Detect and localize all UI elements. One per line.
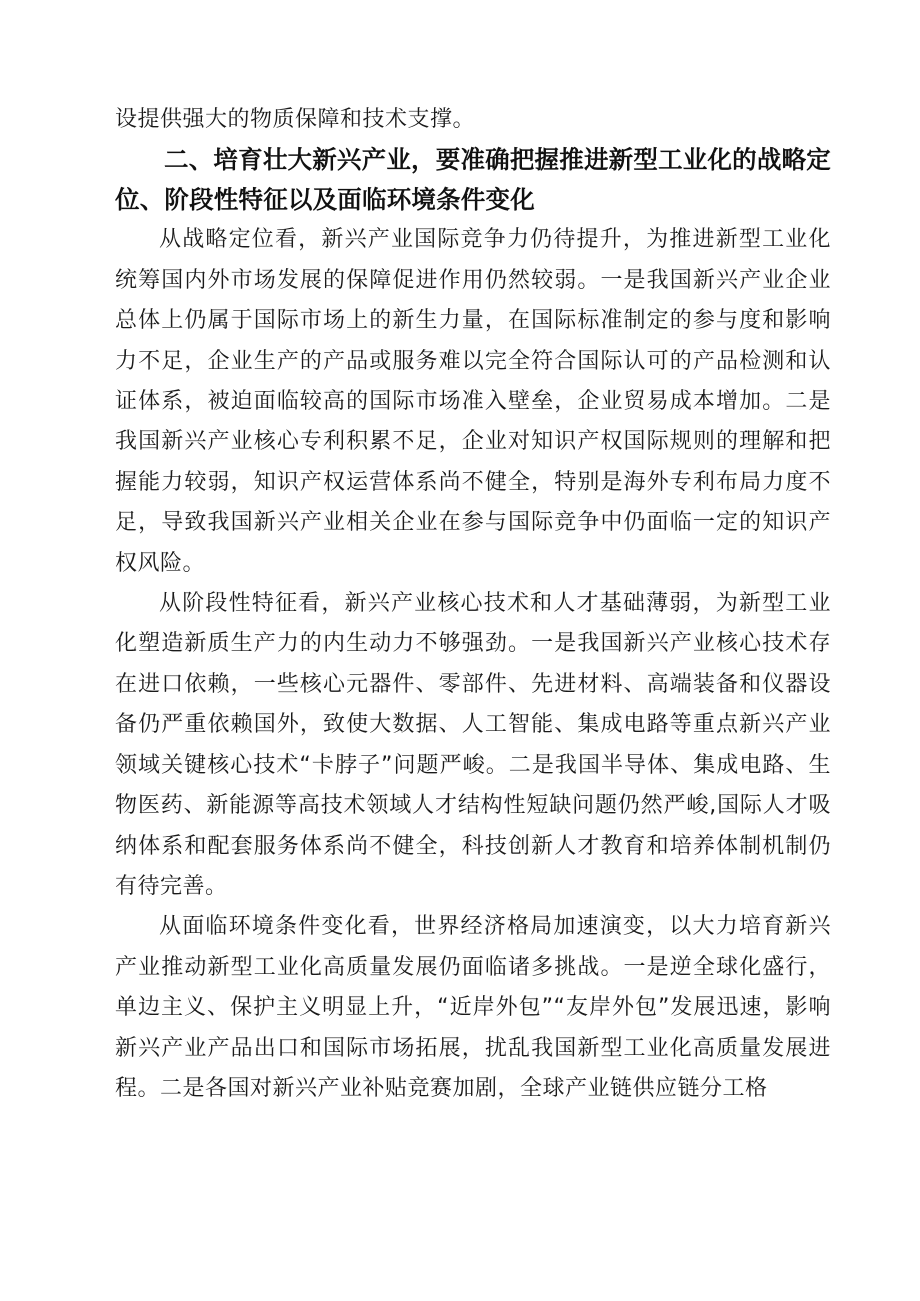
paragraph-strategic-positioning: 从战略定位看，新兴产业国际竞争力仍待提升，为推进新型工业化统筹国内外市场发展的保障促进作用仍然较弱。一是我国新兴产业企业总体上仍属于国际市场上的新生力量，在国际标准制定的参与度和影响力不足，企业生产的产品或服务难以完全符合国际认可的产品检测和认证体系，被迫面临较高的国际市场准入壁垒，企业贸易成本增加。二是我国新兴产业核心专利积累不足，企业对知识产权国际规则的理解和把握能力较弱，知识产权运营体系尚不健全，特别是海外专利布局力度不足，导致我国新兴产业相关企业在参与国际竞争中仍面临一定的知识产权风险。 xyxy=(115,227,831,576)
paragraph-continuation: 设提供强大的物质保障和技术支撑。 xyxy=(115,107,476,132)
section-heading: 二、培育壮大新兴产业，要准确把握推进新型工业化的战略定位、阶段性特征以及面临环境条件变化 xyxy=(115,145,831,215)
document-body xyxy=(115,100,831,1109)
paragraph-stage-characteristics: 从阶段性特征看，新兴产业核心技术和人才基础薄弱，为新型工业化塑造新质生产力的内生动力不够强劲。一是我国新兴产业核心技术存在进口依赖，一些核心元器件、零部件、先进材料、高端装备和仪器设备仍严重依赖国外，致使大数据、人工智能、集成电路等重点新兴产业领域关键核心技术“卡脖子”问题严峻。二是我国半导体、集成电路、生物医药、新能源等高技术领域人才结构性短缺问题仍然严峻,国际人才吸纳体系和配套服务体系尚不健全，科技创新人才教育和培养体制机制仍有待完善。 xyxy=(115,591,831,899)
paragraph-environment-changes: 从面临环境条件变化看，世界经济格局加速演变，以大力培育新兴产业推动新型工业化高质量发展仍面临诸多挑战。一是逆全球化盛行，单边主义、保护主义明显上升，“近岸外包”“友岸外包”发展迅速，影响新兴产业产品出口和国际市场拓展，扰乱我国新型工业化高质量发展进程。二是各国对新兴产业补贴竞赛加剧，全球产业链供应链分工格 xyxy=(115,914,831,1101)
